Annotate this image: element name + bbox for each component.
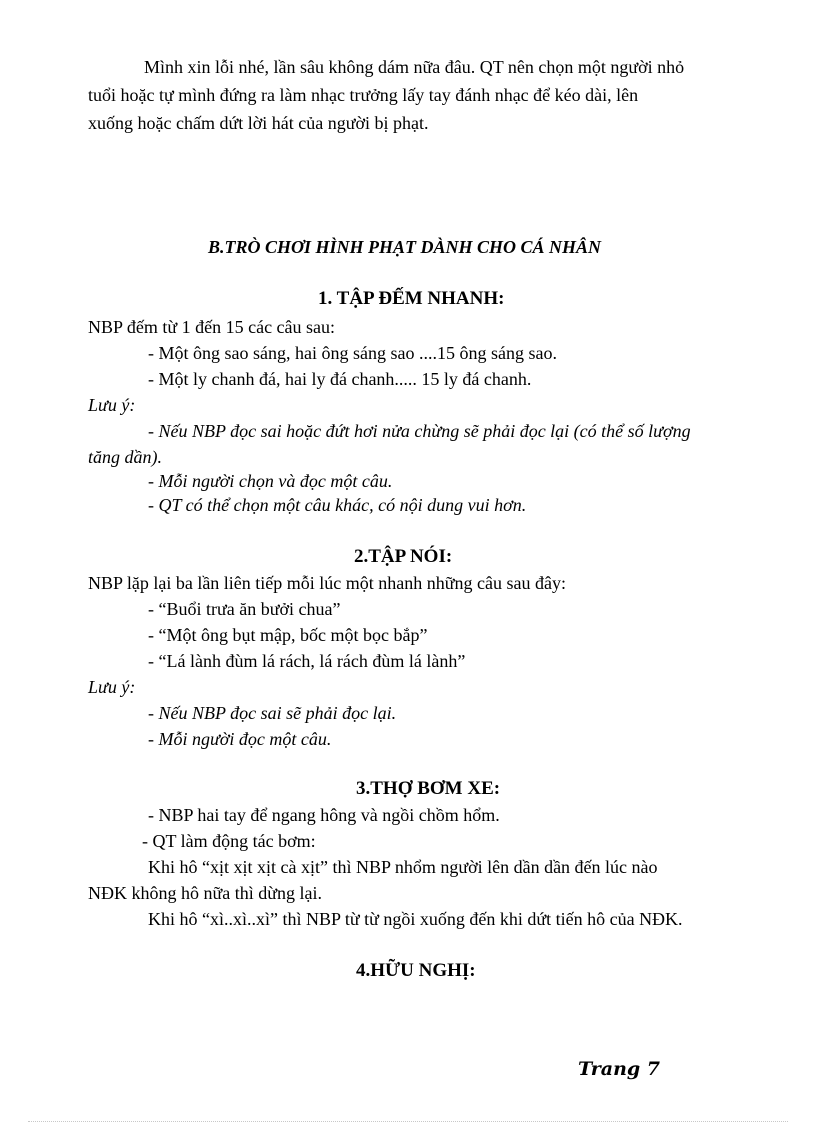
section-title: B.TRÒ CHƠI HÌNH PHẠT DÀNH CHO CÁ NHÂN <box>208 237 602 257</box>
game1-note-line-3: - Mỗi người chọn và đọc một câu. <box>148 471 393 491</box>
intro-line-3: xuống hoặc chấm dứt lời hát của người bị phạt. <box>88 113 429 133</box>
game1-note-line-2: tăng dần). <box>88 447 162 467</box>
game2-intro: NBP lặp lại ba lần liên tiếp mỗi lúc một nhanh những câu sau đây: <box>88 573 566 593</box>
game1-item-1: - Một ông sao sáng, hai ông sáng sao ....15 ông sáng sao. <box>148 343 557 363</box>
game1-item-2: - Một ly chanh đá, hai ly đá chanh..... 15 ly đá chanh. <box>148 369 532 389</box>
game3-line-5: Khi hô “xì..xì..xì” thì NBP từ từ ngồi xuống đến khi dứt tiến hô của NĐK. <box>148 909 683 929</box>
game1-note-line-4: - QT có thể chọn một câu khác, có nội dung vui hơn. <box>148 495 527 515</box>
game2-item-1: - “Buổi trưa ăn bưởi chua” <box>148 599 341 619</box>
game1-title: 1. TẬP ĐẾM NHANH: <box>318 288 505 309</box>
game3-line-3: Khi hô “xịt xịt xịt cà xịt” thì NBP nhổm người lên dần dần đến lúc nào <box>148 857 658 877</box>
page-number-label: Trang 7 <box>578 1058 661 1080</box>
game2-note-line-1: - Nếu NBP đọc sai sẽ phải đọc lại. <box>148 703 397 723</box>
game2-title: 2.TẬP NÓI: <box>354 546 453 567</box>
intro-line-1: Mình xin lỗi nhé, lần sâu không dám nữa đâu. QT nên chọn một người nhỏ <box>144 57 685 77</box>
bottom-divider <box>28 1121 788 1122</box>
game3-line-1: - NBP hai tay để ngang hông và ngồi chồm hổm. <box>148 805 500 825</box>
intro-line-2: tuổi hoặc tự mình đứng ra làm nhạc trưởng lấy tay đánh nhạc để kéo dài, lên <box>88 85 639 105</box>
game2-note-label: Lưu ý: <box>88 677 136 697</box>
game1-note-label: Lưu ý: <box>88 395 136 415</box>
game3-line-2: - QT làm động tác bơm: <box>142 831 316 851</box>
game2-item-3: - “Lá lành đùm lá rách, lá rách đùm lá lành” <box>148 651 466 671</box>
game2-item-2: - “Một ông bụt mập, bốc một bọc bắp” <box>148 625 428 645</box>
game3-title: 3.THỢ BƠM XE: <box>356 778 501 799</box>
game1-intro: NBP đếm từ 1 đến 15 các câu sau: <box>88 317 336 337</box>
game3-line-4: NĐK không hô nữa thì dừng lại. <box>88 883 322 903</box>
game1-note-line-1: - Nếu NBP đọc sai hoặc đứt hơi nửa chừng sẽ phải đọc lại (có thể số lượng <box>148 421 691 441</box>
game2-note-line-2: - Mỗi người đọc một câu. <box>148 729 332 749</box>
game4-title: 4.HỮU NGHỊ: <box>356 960 476 981</box>
